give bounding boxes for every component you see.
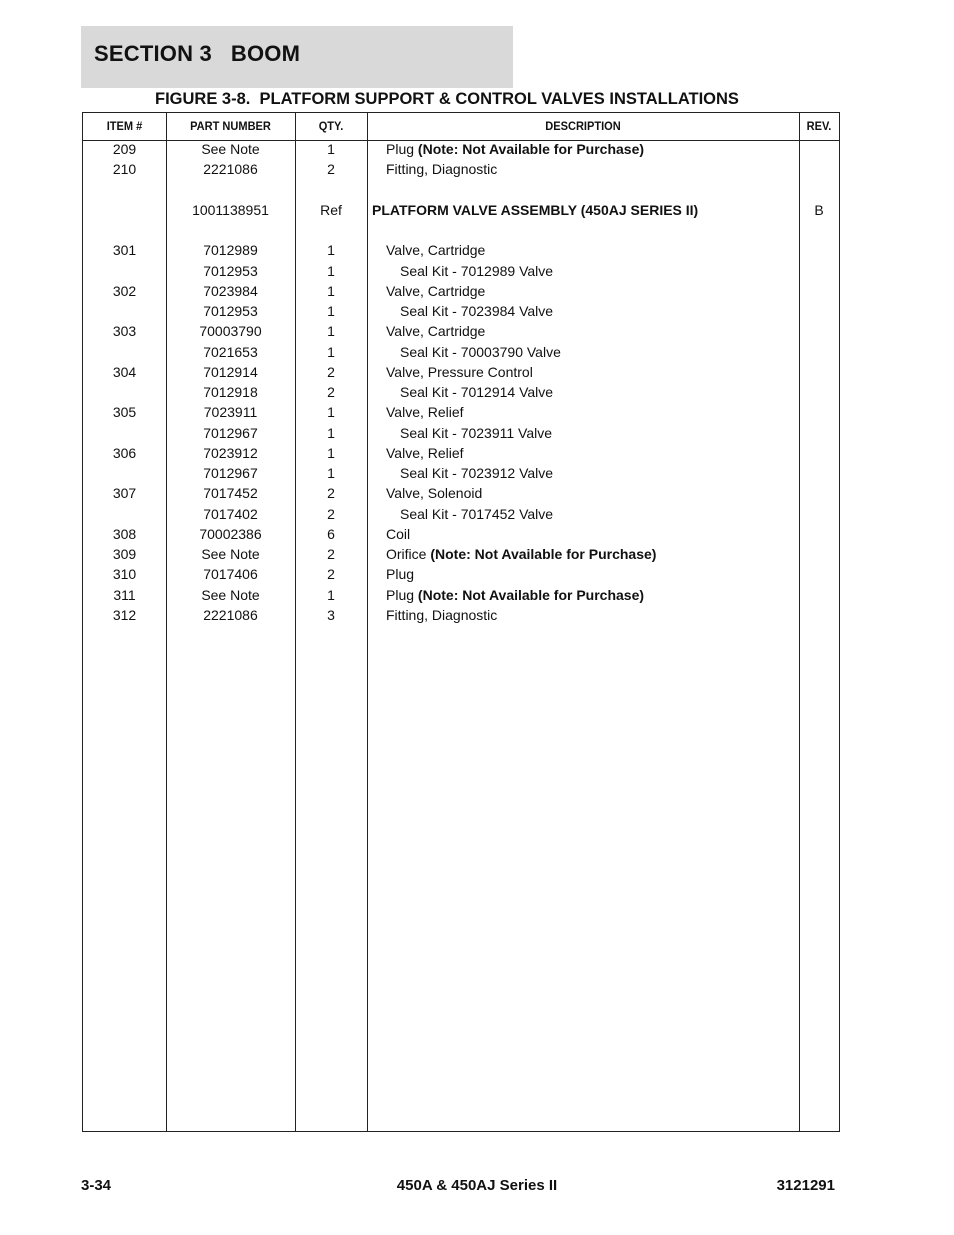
quantity: 2 bbox=[327, 566, 335, 583]
description bbox=[368, 564, 816, 584]
description bbox=[368, 463, 830, 483]
revision bbox=[799, 240, 839, 260]
item-number bbox=[83, 423, 166, 443]
header-item: ITEM # bbox=[106, 119, 143, 133]
revision bbox=[799, 564, 839, 584]
revision bbox=[799, 483, 839, 503]
description-note: (Note: Not Available for Purchase) bbox=[417, 141, 645, 157]
item-number: 307 bbox=[112, 485, 137, 502]
revision bbox=[799, 524, 839, 544]
quantity: 1 bbox=[327, 262, 335, 279]
quantity: 3 bbox=[327, 606, 335, 623]
part-number: 2221086 bbox=[203, 606, 258, 623]
description-text: Seal Kit - 7023984 Valve bbox=[400, 303, 554, 319]
item-number: 304 bbox=[112, 363, 137, 380]
table-row bbox=[83, 200, 839, 220]
quantity: 1 bbox=[327, 586, 335, 603]
part-number: 7012914 bbox=[203, 363, 258, 380]
part-number: 7012953 bbox=[203, 303, 258, 319]
description bbox=[368, 524, 816, 544]
quantity: 2 bbox=[327, 363, 335, 380]
header-qty: QTY. bbox=[318, 119, 344, 133]
section-banner bbox=[81, 26, 513, 88]
description-text: Plug bbox=[386, 566, 415, 583]
quantity: 6 bbox=[327, 525, 335, 542]
description-text: Valve, Cartridge bbox=[386, 323, 486, 340]
table-row bbox=[83, 544, 839, 564]
item-number: 209 bbox=[112, 141, 137, 157]
description-text: Fitting, Diagnostic bbox=[386, 606, 498, 623]
revision bbox=[799, 585, 839, 605]
header-description: DESCRIPTION bbox=[545, 119, 621, 133]
quantity: 2 bbox=[327, 384, 335, 400]
table-row bbox=[83, 180, 839, 200]
part-number: See Note bbox=[201, 586, 260, 603]
part-number: 7012953 bbox=[203, 262, 258, 279]
revision bbox=[799, 605, 839, 625]
description-text: Plug bbox=[386, 586, 418, 603]
revision bbox=[799, 443, 839, 463]
part-number: 70003790 bbox=[199, 323, 262, 340]
description bbox=[368, 362, 816, 382]
figure-title: FIGURE 3-8. PLATFORM SUPPORT & CONTROL VALVES INSTALLATIONS bbox=[155, 90, 739, 108]
item-number bbox=[83, 200, 166, 220]
quantity: 1 bbox=[327, 323, 335, 340]
footer-doc-number: 3121291 bbox=[776, 1177, 835, 1194]
description bbox=[368, 585, 816, 605]
quantity bbox=[295, 220, 367, 240]
quantity: 1 bbox=[327, 444, 335, 461]
revision bbox=[799, 281, 839, 301]
description bbox=[368, 180, 802, 200]
quantity: 1 bbox=[327, 465, 335, 481]
footer-page-number: 3-34 bbox=[81, 1177, 112, 1194]
description bbox=[368, 281, 816, 301]
part-number: 7023911 bbox=[203, 404, 258, 421]
table-row bbox=[83, 402, 839, 422]
description bbox=[368, 220, 802, 240]
description bbox=[368, 544, 816, 564]
quantity: 1 bbox=[327, 404, 335, 421]
description-text: Valve, Solenoid bbox=[386, 485, 483, 502]
table-row bbox=[83, 261, 839, 281]
revision bbox=[799, 180, 839, 200]
quantity: Ref bbox=[320, 201, 342, 218]
item-number: 301 bbox=[112, 242, 137, 259]
description-note: (Note: Not Available for Purchase) bbox=[417, 586, 645, 603]
revision bbox=[799, 301, 839, 321]
description-text: Valve, Cartridge bbox=[386, 282, 486, 299]
description-text: Coil bbox=[386, 525, 411, 542]
part-number bbox=[166, 220, 295, 240]
revision bbox=[799, 423, 839, 443]
table-row bbox=[83, 382, 839, 402]
quantity: 2 bbox=[327, 505, 335, 522]
revision bbox=[799, 544, 839, 564]
item-number bbox=[83, 504, 166, 524]
description bbox=[368, 240, 816, 260]
table-row bbox=[83, 423, 839, 443]
revision bbox=[799, 321, 839, 341]
description bbox=[368, 342, 830, 362]
table-row bbox=[83, 342, 839, 362]
description bbox=[368, 423, 830, 443]
table-row bbox=[83, 605, 839, 625]
description bbox=[368, 483, 816, 503]
item-number: 306 bbox=[112, 444, 137, 461]
revision bbox=[799, 463, 839, 483]
revision: B bbox=[814, 201, 824, 218]
item-number: 310 bbox=[112, 566, 137, 583]
part-number: 1001138951 bbox=[192, 201, 269, 218]
revision bbox=[799, 402, 839, 422]
description-text: Seal Kit - 70003790 Valve bbox=[400, 343, 561, 360]
table-row bbox=[83, 281, 839, 301]
table-row bbox=[83, 240, 839, 260]
table-row bbox=[83, 483, 839, 503]
header-part-number: PART NUMBER bbox=[190, 119, 271, 133]
description-text: Seal Kit - 7017452 Valve bbox=[400, 505, 554, 522]
part-number: See Note bbox=[201, 546, 260, 562]
table-row bbox=[83, 463, 839, 483]
revision bbox=[799, 342, 839, 362]
description-text: Seal Kit - 7023911 Valve bbox=[400, 424, 553, 441]
part-number: 7012918 bbox=[203, 384, 258, 400]
description bbox=[368, 301, 830, 321]
description bbox=[368, 261, 830, 281]
revision bbox=[799, 261, 839, 281]
part-number: See Note bbox=[201, 141, 260, 157]
quantity: 1 bbox=[327, 424, 335, 441]
revision bbox=[799, 504, 839, 524]
part-number: 7017406 bbox=[203, 566, 258, 583]
quantity bbox=[295, 180, 367, 200]
item-number: 312 bbox=[112, 606, 137, 623]
description bbox=[368, 605, 816, 625]
item-number: 210 bbox=[112, 161, 137, 178]
quantity: 1 bbox=[327, 141, 335, 157]
table-row bbox=[83, 321, 839, 341]
item-number bbox=[83, 342, 166, 362]
part-number: 70002386 bbox=[199, 525, 262, 542]
item-number: 309 bbox=[112, 546, 137, 562]
footer-model: 450A & 450AJ Series II bbox=[396, 1177, 558, 1194]
parts-table bbox=[82, 112, 840, 1132]
table-row bbox=[83, 301, 839, 321]
quantity: 2 bbox=[327, 546, 335, 562]
table-row bbox=[83, 159, 839, 179]
description-text: Orifice bbox=[386, 546, 431, 562]
description bbox=[368, 402, 816, 422]
description bbox=[368, 200, 802, 220]
table-row bbox=[83, 443, 839, 463]
table-row bbox=[83, 504, 839, 524]
part-number: 7017402 bbox=[203, 505, 258, 522]
quantity: 1 bbox=[327, 343, 335, 360]
part-number bbox=[166, 180, 295, 200]
section-title: SECTION 3 BOOM bbox=[94, 41, 301, 66]
quantity: 1 bbox=[327, 242, 335, 259]
description-text: Valve, Relief bbox=[386, 444, 464, 461]
part-number: 2221086 bbox=[203, 161, 258, 178]
item-number bbox=[83, 220, 166, 240]
part-number: 7017452 bbox=[203, 485, 258, 502]
item-number bbox=[83, 463, 166, 483]
description-text: Fitting, Diagnostic bbox=[386, 161, 498, 178]
item-number: 308 bbox=[112, 525, 137, 542]
description-text: Seal Kit - 7012989 Valve bbox=[400, 262, 554, 279]
revision bbox=[799, 382, 839, 402]
part-number: 7012989 bbox=[203, 242, 258, 259]
part-number: 7012967 bbox=[203, 424, 258, 441]
revision bbox=[799, 220, 839, 240]
table-row bbox=[83, 524, 839, 544]
item-number bbox=[83, 180, 166, 200]
description-text: Valve, Pressure Control bbox=[386, 363, 533, 380]
quantity: 1 bbox=[327, 282, 335, 299]
description bbox=[368, 382, 830, 402]
table-row bbox=[83, 362, 839, 382]
part-number: 7012967 bbox=[203, 465, 258, 481]
description bbox=[368, 321, 816, 341]
description-text: PLATFORM VALVE ASSEMBLY (450AJ SERIES II) bbox=[372, 201, 699, 218]
header-rev: REV. bbox=[806, 119, 832, 133]
description-text: Seal Kit - 7012914 Valve bbox=[400, 384, 554, 400]
item-number: 303 bbox=[112, 323, 137, 340]
description bbox=[368, 504, 830, 524]
description-text: Valve, Cartridge bbox=[386, 242, 486, 259]
table-row bbox=[83, 139, 839, 159]
description bbox=[368, 443, 816, 463]
item-number bbox=[83, 301, 166, 321]
description-text: Plug bbox=[386, 141, 418, 157]
item-number: 302 bbox=[112, 282, 137, 299]
quantity: 1 bbox=[327, 303, 335, 319]
part-number: 7021653 bbox=[203, 343, 258, 360]
table-row bbox=[83, 585, 839, 605]
revision bbox=[799, 362, 839, 382]
item-number: 305 bbox=[112, 404, 137, 421]
description bbox=[368, 139, 816, 159]
revision bbox=[799, 159, 839, 179]
description-note: (Note: Not Available for Purchase) bbox=[430, 546, 657, 562]
table-row bbox=[83, 564, 839, 584]
description-text: Seal Kit - 7023912 Valve bbox=[400, 465, 554, 481]
quantity: 2 bbox=[327, 161, 335, 178]
table-row bbox=[83, 220, 839, 240]
part-number: 7023984 bbox=[203, 282, 258, 299]
quantity: 2 bbox=[327, 485, 335, 502]
revision bbox=[799, 139, 839, 159]
item-number bbox=[83, 382, 166, 402]
description bbox=[368, 159, 816, 179]
description-text: Valve, Relief bbox=[386, 404, 464, 421]
item-number bbox=[83, 261, 166, 281]
part-number: 7023912 bbox=[203, 444, 258, 461]
item-number: 311 bbox=[113, 586, 136, 603]
